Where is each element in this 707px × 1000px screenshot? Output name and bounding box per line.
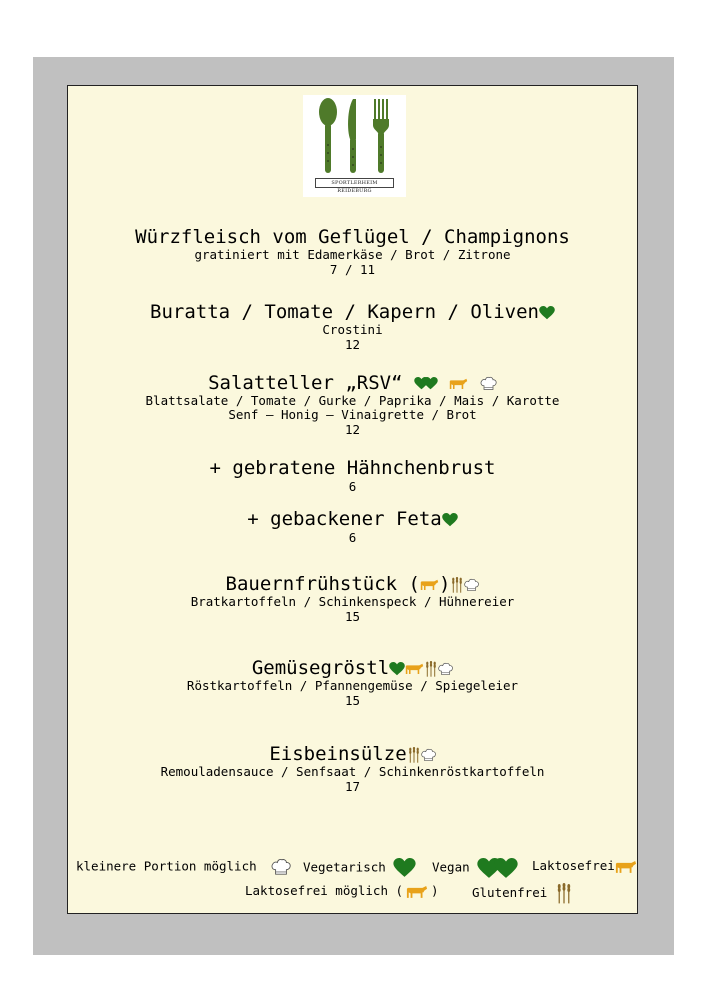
dish-description: gratiniert mit Edamerkäse / Brot / Zitrone <box>194 247 511 262</box>
heart-icon <box>393 858 416 878</box>
lactose-free-cow-icon <box>405 662 424 675</box>
lactose-free-cow-icon <box>420 578 439 591</box>
menu-item <box>67 743 638 795</box>
gluten-free-wheat-icon <box>450 577 464 593</box>
legend-label: Laktosefrei <box>532 858 615 873</box>
lactose-free-cow-icon <box>449 377 468 390</box>
dish-title: Würzfleisch vom Geflügel / Champignons <box>135 226 570 248</box>
legend-vegan <box>432 858 519 878</box>
restaurant-logo <box>303 95 406 197</box>
menu-item <box>67 657 638 709</box>
small-portion-chef-hat-icon <box>421 748 436 762</box>
dish-title: Salatteller „RSV“ <box>208 372 403 394</box>
dish-title: Eisbeinsülze <box>269 743 407 765</box>
menu-item <box>67 508 638 546</box>
menu-item <box>67 573 638 625</box>
dish-price: 17 <box>344 779 361 794</box>
legend-label: Vegetarisch <box>303 859 386 875</box>
chef-hat-icon <box>270 858 292 876</box>
dish-price: 6 <box>348 479 357 494</box>
double-heart-icon <box>477 858 519 878</box>
dish-title: + gebackener Feta <box>247 508 442 530</box>
cow-icon <box>615 859 637 874</box>
wheat-icon <box>555 883 573 904</box>
dish-price: 15 <box>344 609 361 624</box>
legend-small-portion <box>76 858 292 876</box>
cow-icon <box>406 884 428 899</box>
dish-description: Blattsalate / Tomate / Gurke / Paprika / Mais / Karotte <box>145 393 560 408</box>
vegetarian-heart-icon <box>442 513 458 527</box>
gluten-free-wheat-icon <box>407 747 421 763</box>
menu-item <box>67 372 638 438</box>
dish-description: Röstkartoffeln / Pfannengemüse / Spiegeleier <box>186 678 519 693</box>
menu-item <box>67 457 638 495</box>
dish-price: 15 <box>344 693 361 708</box>
menu-item <box>67 226 638 278</box>
legend-label: Laktosefrei möglich ( <box>245 883 404 898</box>
logo-caption: SPORTLERHEIM REIDEBURG <box>315 178 394 188</box>
vegetarian-heart-icon <box>389 662 405 676</box>
gluten-free-wheat-icon <box>424 661 438 677</box>
dish-title: Gemüsegröstl <box>251 657 390 679</box>
small-portion-chef-hat-icon <box>464 578 479 592</box>
legend-lactose-free <box>532 858 637 874</box>
legend-vegetarian <box>303 858 416 878</box>
dish-title: + gebratene Hähnchenbrust <box>209 457 496 479</box>
legend-label-close: ) <box>431 883 439 898</box>
dish-description: Remouladensauce / Senfsaat / Schinkenröstkartoffeln <box>160 764 545 779</box>
vegetarian-heart-icon <box>539 306 555 320</box>
cutlery-icon <box>303 95 406 177</box>
small-portion-chef-hat-icon <box>438 662 453 676</box>
legend-lactose-free-possible <box>245 883 439 899</box>
dish-title-close: ) <box>439 573 451 595</box>
legend-label: kleinere Portion möglich <box>76 858 257 874</box>
dish-price: 12 <box>344 422 361 437</box>
dish-description: Senf – Honig – Vinaigrette / Brot <box>228 407 477 422</box>
knife-icon <box>348 99 356 173</box>
legend-gluten-free <box>472 883 573 904</box>
dish-price: 12 <box>344 337 361 352</box>
legend-label: Glutenfrei <box>472 885 548 900</box>
dish-price: 6 <box>348 530 357 545</box>
small-portion-chef-hat-icon <box>480 376 497 391</box>
dish-title: Bauernfrühstück ( <box>225 573 420 595</box>
dish-price: 7 / 11 <box>329 262 376 277</box>
dish-description: Crostini <box>322 322 383 337</box>
dish-title: Buratta / Tomate / Kapern / Oliven <box>150 301 539 323</box>
dish-description: Bratkartoffeln / Schinkenspeck / Hühnereier <box>190 594 515 609</box>
legend-label: Vegan <box>432 859 470 875</box>
fork-icon <box>373 99 389 173</box>
menu-item <box>67 301 638 353</box>
vegan-double-heart-icon <box>414 377 438 391</box>
